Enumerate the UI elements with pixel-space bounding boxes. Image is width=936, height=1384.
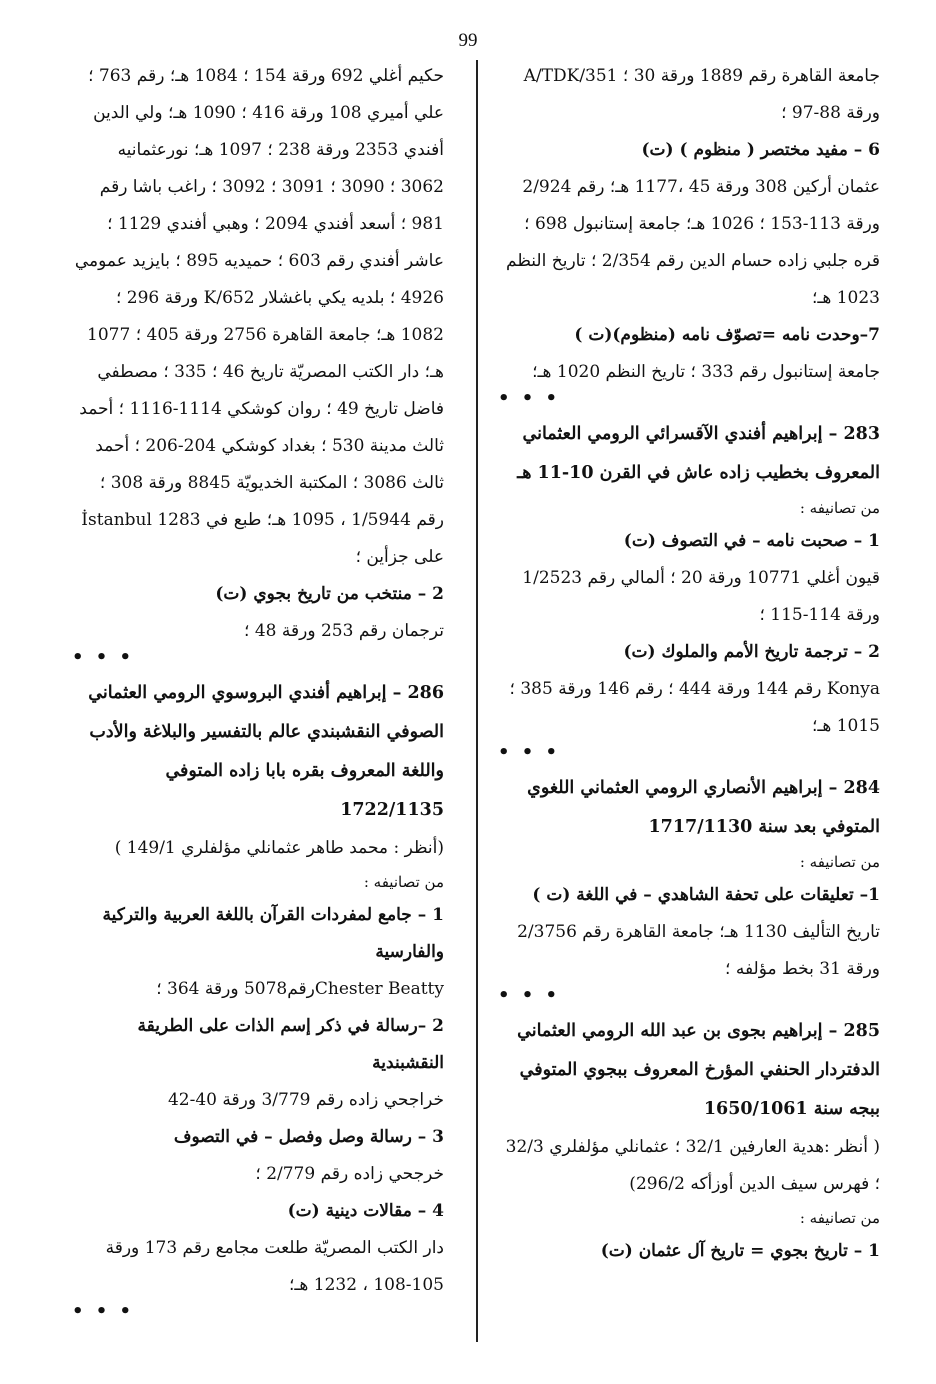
entry-heading: 283 – إبراهيم أفندي الآقسرائي الرومي العثماني المعروف بخطيب زاده عاش في القرن 10-11 هـ xyxy=(517,424,880,483)
work-title: 7–وحدت نامه =تصوّف نامه (منظوم)(ت ) xyxy=(574,325,880,345)
manuscript-references: (أنظر : محمد طاهر عثمانلي مؤلفلري 149/1 ) xyxy=(114,838,444,858)
entry-heading: 286 – إبراهيم أفندي البروسوي الرومي العثماني الصوفي النقشبندي عالم بالتفسير والبلاغة والأدب واللغة المعروف بقره بابا زاده المتوفي 1722/1135 xyxy=(88,683,444,820)
works-label: من تصانيفه : xyxy=(799,853,880,871)
manuscript-references: جامعة إستانبول رقم 333 ؛ تاريخ النظم 1020 هـ؛ xyxy=(532,362,880,382)
left-column xyxy=(72,58,444,1328)
manuscript-references: جامعة القاهرة رقم 1889 ورقة 30 ؛ 351/A/TDK ورقة 88-97 ؛ xyxy=(523,66,880,123)
entry-separator: • • • xyxy=(72,1301,135,1322)
manuscript-references: Konya رقم 144 ورقة 444 ؛ رقم 146 ورقة 385 ؛ 1015 هـ؛ xyxy=(509,679,880,736)
work-title: 1 – تاريخ بجوي = تاريخ آل عثمان (ت) xyxy=(600,1241,880,1261)
works-label: من تصانيفه : xyxy=(363,873,444,891)
manuscript-references: خرجحي زاده رقم 2/779 ؛ xyxy=(255,1164,444,1184)
work-title: 4 – مقالات دينية (ت) xyxy=(287,1201,444,1221)
manuscript-references: خراجحي زاده رقم 3/779 ورقة 40-42 xyxy=(167,1090,444,1110)
manuscript-references: ( أنظر :هدية العارفين 32/1 ؛ عثمانلي مؤلفلري 32/3 ؛ فهرس سيف الدين أوزأكه 296/2) xyxy=(505,1137,880,1194)
work-title: 1– تعليقات على تحفة الشاهدي – في اللغة (ت ) xyxy=(532,885,880,905)
manuscript-references: قيون أغلي 10771 ورقة 20 ؛ ألمالي رقم 1/2523 ورقة 114-115 ؛ xyxy=(522,568,880,625)
work-title: 3 – رسالة وصل وفصل – في التصوف xyxy=(173,1127,444,1147)
work-title: 6 – مفيد مختصر ( منظوم ) (ت) xyxy=(641,140,880,160)
work-title: 1 – صحبت نامه – في التصوف (ت) xyxy=(623,531,880,551)
entry-separator: • • • xyxy=(498,742,561,763)
manuscript-references: Chester Beattyرقم5078 ورقة 364 ؛ xyxy=(156,979,444,999)
entry-heading: 285 – إبراهيم بجوى بن عبد الله الرومي العثماني الدفتردار الحنفي المؤرخ المعروف ببجوي المتوفي ببجه سنة 1650/1061 xyxy=(517,1021,880,1119)
entry-separator: • • • xyxy=(498,985,561,1006)
work-title: 2 – منتخب من تاريخ بجوي (ت) xyxy=(215,584,444,604)
manuscript-references: دار الكتب المصريّة طلعت مجامع رقم 173 ورقة 105-108 ، 1232 هـ؛ xyxy=(105,1238,444,1295)
entry-separator: • • • xyxy=(498,388,561,409)
right-column xyxy=(498,58,880,1270)
page-number: 99 xyxy=(458,30,478,51)
works-label: من تصانيفه : xyxy=(799,1209,880,1227)
work-title: 1 – جامع لمفردات القرآن باللغة العربية والتركية والفارسية xyxy=(102,905,444,962)
manuscript-references: حكيم أغلي 692 ورقة 154 ؛ 1084 هـ؛ رقم 763 ؛ علي أميري 108 ورقة 416 ؛ 1090 هـ؛ ولي الدين أفندي 2353 ورقة 238 ؛ 1097 هـ؛ نورعثمانيه 3062 ؛ 3090 ؛ 3091 ؛ 3092 ؛ راغب باشا رقم 981 ؛ أسعد أفندي 2094 ؛ وهبي أفندي 1129 ؛ عاشر أفندي رقم 603 ؛ حميديه 895 ؛ بايزيد عمومي 4926 ؛ بلديه يكي باغشلار 652/K ورقة 296 ؛ 1082 هـ؛ جامعة القاهرة 2756 ورقة 405 ؛ 1077 هـ؛ دار الكتب المصريّة تاريخ 46 ؛ 335 ؛ مصطفي فاضل تاريخ 49 ؛ روان كوشكي 1114-1116 ؛ أحمد ثالث مدينة 530 ؛ بغداد كوشكي 204-206 ؛ أحمد ثالث 3086 ؛ المكتبة الخديويّة 8845 ورقة 308 ؛ رقم 1/5944 ، 1095 هـ؛ طبع في İstanbul 1283 على جزأين ؛ xyxy=(74,66,444,567)
manuscript-references: ترجمان رقم 253 ورقة 48 ؛ xyxy=(244,621,444,641)
works-label: من تصانيفه : xyxy=(799,499,880,517)
work-title: 2 – ترجمة تاريخ الأمم والملوك (ت) xyxy=(623,642,880,662)
manuscript-references: عثمان أركين 308 ورقة 45 ،1177 هـ؛ رقم 2/924 ورقة 113-153 ؛ 1026 هـ؛ جامعة إستانبول 698 ؛ قره جلبي زاده حسام الدين رقم 2/354 ؛ تاريخ النظم 1023 هـ؛ xyxy=(506,177,880,308)
entry-separator: • • • xyxy=(72,647,135,668)
work-title: 2 –رسالة في ذكر إسم الذات على الطريقة النقشبندية xyxy=(137,1016,444,1073)
column-divider xyxy=(476,60,478,1342)
entry-heading: 284 – إبراهيم الأنصاري الرومي العثماني اللغوي المتوفي بعد سنة 1717/1130 xyxy=(527,778,880,837)
manuscript-references: تاريخ التأليف 1130 هـ؛ جامعة القاهرة رقم 2/3756 ورقة 31 بخط مؤلفه ؛ xyxy=(517,922,880,979)
